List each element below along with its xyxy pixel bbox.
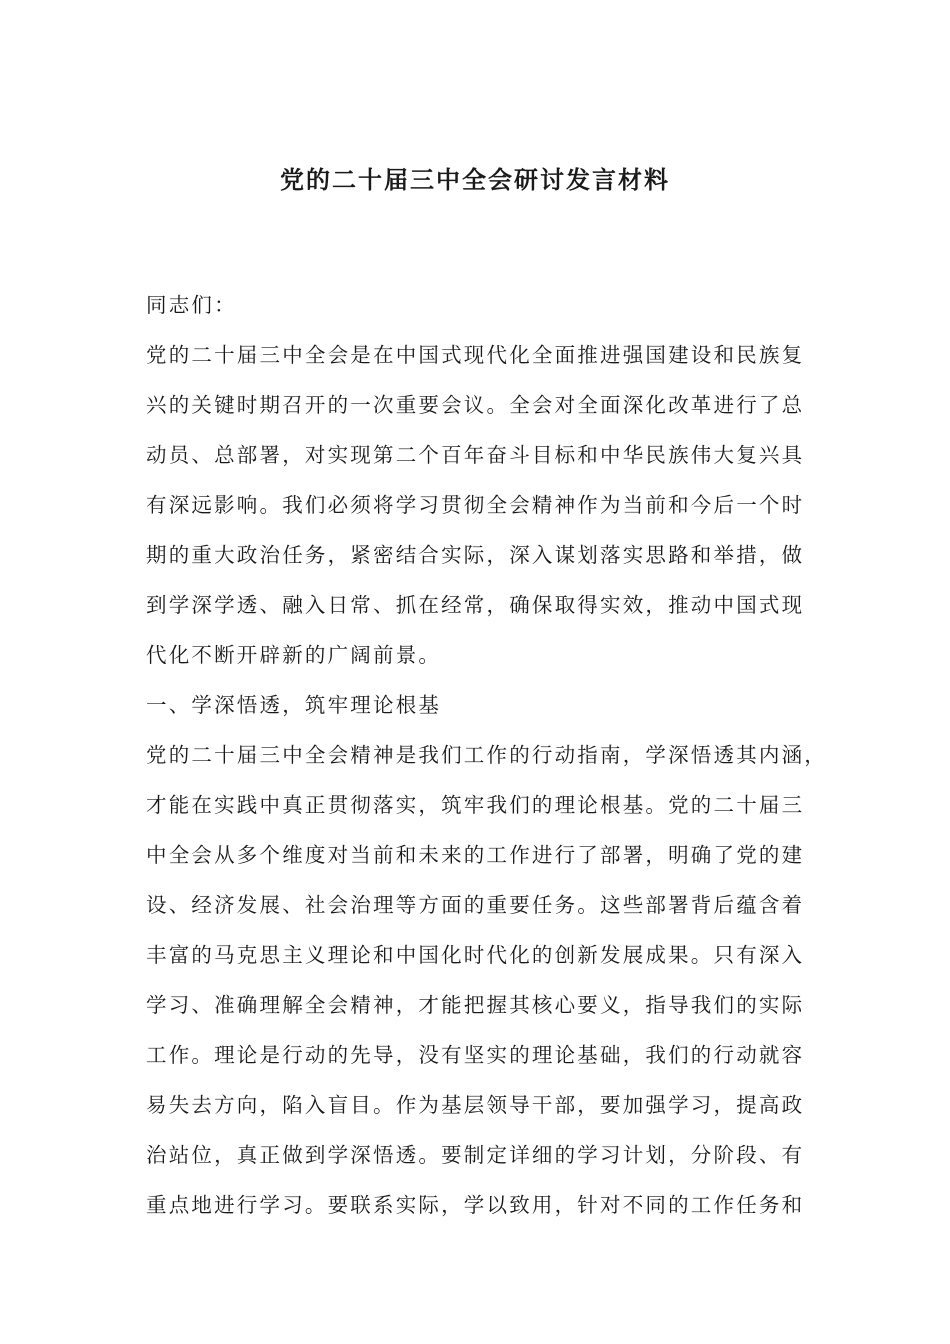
paragraph-line: 动员、总部署，对实现第二个百年奋斗目标和中华民族伟大复兴具 xyxy=(146,443,805,467)
paragraph-line: 到学深学透、融入日常、抓在经常，确保取得实效，推动中国式现 xyxy=(146,593,805,617)
paragraph-line: 易失去方向，陷入盲目。作为基层领导干部，要加强学习，提高政 xyxy=(146,1093,805,1117)
paragraph-line: 有深远影响。我们必须将学习贯彻全会精神作为当前和今后一个时 xyxy=(146,493,805,517)
paragraph-line: 党的二十届三中全会是在中国式现代化全面推进强国建设和民族复 xyxy=(146,343,805,367)
paragraph-line: 中全会从多个维度对当前和未来的工作进行了部署，明确了党的建 xyxy=(146,843,805,867)
paragraph-line: 工作。理论是行动的先导，没有坚实的理论基础，我们的行动就容 xyxy=(146,1043,805,1067)
salutation-line: 同志们： xyxy=(146,293,237,317)
paragraph-line: 重点地进行学习。要联系实际，学以致用，针对不同的工作任务和 xyxy=(146,1193,805,1217)
paragraph-line: 学习、准确理解全会精神，才能把握其核心要义，指导我们的实际 xyxy=(146,993,805,1017)
paragraph-line: 才能在实践中真正贯彻落实，筑牢我们的理论根基。党的二十届三 xyxy=(146,793,805,817)
paragraph-line: 代化不断开辟新的广阔前景。 xyxy=(146,643,442,667)
paragraph-line: 设、经济发展、社会治理等方面的重要任务。这些部署背后蕴含着 xyxy=(146,893,805,917)
paragraph-line: 期的重大政治任务，紧密结合实际，深入谋划落实思路和举措，做 xyxy=(146,543,805,567)
paragraph-line: 党的二十届三中全会精神是我们工作的行动指南，学深悟透其内涵， xyxy=(146,743,827,767)
document-body xyxy=(146,280,827,1230)
section-heading: 一、学深悟透，筑牢理论根基 xyxy=(146,693,442,717)
paragraph-line: 治站位，真正做到学深悟透。要制定详细的学习计划，分阶段、有 xyxy=(146,1143,805,1167)
paragraph-line: 兴的关键时期召开的一次重要会议。全会对全面深化改革进行了总 xyxy=(146,393,805,417)
document-title: 党的二十届三中全会研讨发言材料 xyxy=(280,165,670,194)
paragraph-line: 丰富的马克思主义理论和中国化时代化的创新发展成果。只有深入 xyxy=(146,943,805,967)
